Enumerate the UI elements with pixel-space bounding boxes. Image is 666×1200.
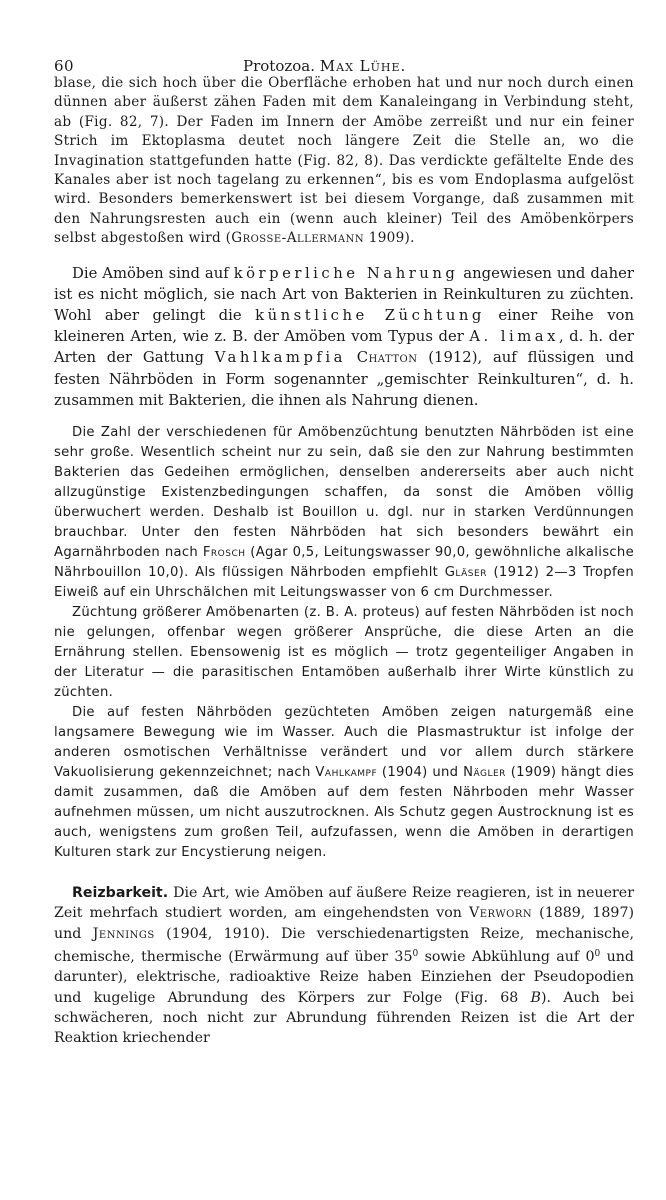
paragraph-text: und darunter), elektrische, radioaktive Reize haben Einziehen der Pseudopodien und kugelige Abrundung des Körpers zur Folge (Fig. 68 [54,948,634,1006]
page-number: 60 [54,57,75,75]
paragraph-text: , d. h. der Arten der Gattung [54,328,634,367]
author-citation: Frosch [202,545,246,561]
figure-reference: B [530,989,541,1006]
emphasis-text: körperliche Nahrung [233,264,459,282]
paragraph-irritability [54,883,634,1048]
author-citation: Gläser [444,565,487,581]
author-citation: Nägler [463,765,506,781]
paragraph-text: (1904, 1910). Die verschiedenartigsten Reize, mechanische, chemische, thermische (Erwärmung auf über 35 [54,925,634,965]
paragraph-text: einer Reihe von kleineren Arten, wie z. B. der Amöben vom Typus der [54,307,634,346]
paragraph-culture-media [54,423,634,603]
genus-name: Vahlkampfia [214,349,346,367]
running-head [54,0,634,74]
degree-mark: 0 [412,948,419,959]
paragraph-text: Die auf festen Nährböden gezüchteten Amöben zeigen naturgemäß eine langsamere Bewegung wie im Wasser. Auch die Plasmastruktur ist infolge der anderen osmotischen Verhältnisse verändert und vor allem durch stärkere Vakuolisierung gekennzeichnet; nach [54,705,634,781]
paragraph-large-amoebae [54,603,634,703]
paragraph-text: angewiesen und daher ist es nicht möglich, sie nach Art von Bakterien in Reinkulturen zu züchten. Wohl aber gelingt die [54,264,634,325]
author-citation: Verworn [469,905,533,922]
paragraph-invagination [54,74,634,249]
author-citation: Grosse-Allermann [231,230,365,247]
paragraph-text: Die Zahl der verschiedenen für Amöbenzüchtung benutzten Nährböden ist eine sehr große. Wesentlich scheint nur zu sein, daß sie den zur Nahrung bestimmten Bakterien das Gedeihen ermöglichen, denselben andererseits aber auch nicht allzugünstige Existenzbedingungen schaffen, da sonst die Amöben völlig überwuchert werden. Deshalb ist Bouillon u. dgl. nur in starken Verdünnungen brauchbar. Unter den festen Nährböden hat sich besonders bewährt ein Agarnährboden nach [54,425,634,561]
paragraph-text: (Agar 0,5, Leitungswasser 90,0, gewöhnliche alkalische Nährbouillon 10,0). Als flüssigen Nährboden empfiehlt [54,545,634,581]
paragraph-text: ). Auch bei schwächeren, noch nicht zur Abrundung führenden Reizen ist die Art der Reaktion kriechender [54,989,634,1047]
author-citation: Chatton [356,349,418,367]
paragraph-text: Die Art, wie Amöben auf äußere Reize reagieren, ist in neuerer Zeit mehrfach studiert worden, am eingehendsten von [54,885,634,922]
paragraph-text: (1889, 1897) und [54,905,635,942]
paragraph-nutrition [54,263,634,411]
paragraph-text: (1912) 2—3 Tropfen Eiweiß auf ein Uhrschälchen mit Leitungswasser von 6 cm Durchmesser. [54,565,634,601]
paragraph-cultured-movement [54,703,634,863]
running-title [243,57,406,75]
paragraph-text: 1909). [364,230,415,247]
running-title-prefix: Protozoa. [243,57,315,75]
running-title-author: Max Lühe. [319,57,407,75]
paragraph-text: Züchtung größerer Amöbenarten (z. B. A. proteus) auf festen Nährböden ist noch nie gelungen, offenbar wegen größerer Ansprüche, die diese Arten an die Ernährung stellen. Ebensowenig ist es möglich — trotz gegenteiliger Angaben in der Literatur — die parasitischen Entamöben außerhalb ihrer Wirte künstlich zu züchten. [54,605,634,701]
species-name: A. limax [469,328,559,346]
paragraph-text: blase, die sich hoch über die Oberfläche erhoben hat und nur noch durch einen dünnen aber äußerst zähen Faden mit dem Kanaleingang in Verbindung steht, ab (Fig. 82, 7). Der Faden im Innern der Amöbe zerreißt und nur ein feiner Strich im Ektoplasma deutet noch längere Zeit die Stelle an, wo die Invagination stattgefunden hatte (Fig. 82, 8). Das verdickte gefältelte Ende des Kanales aber ist noch tagelang zu erkennen“, bis es vom Endoplasma aufgelöst wird. Besonders bemerkenswert ist bei diesem Vorgange, daß zusammen mit den Nahrungsresten auch ein (wenn auch kleiner) Teil des Amöbenkörpers selbst abgestoßen wird ( [54,75,634,247]
paragraph-text: Die Amöben sind auf [72,264,234,282]
degree-mark: 0 [594,948,601,959]
emphasis-text: künstliche Züchtung [255,307,485,325]
author-citation: Jennings [92,925,155,942]
paragraph-text: (1904) und [377,765,464,781]
book-page [54,0,634,1048]
author-citation: Vahlkampf [315,765,378,781]
paragraph-text: (1909) hängt dies damit zusammen, daß die Amöben auf dem festen Nährboden mehr Wasser aufnehmen müssen, um nicht auszutrocknen. Als Schutz gegen Austrocknung ist es auch, wenigstens zum großen Teil, aufzufassen, wenn die Amöben in derartigen Kulturen stark zur Encystierung neigen. [54,765,634,861]
section-heading: Reizbarkeit. [72,885,169,902]
paragraph-text: sowie Abkühlung auf 0 [418,948,595,965]
paragraph-text: (1912), auf flüssigen und festen Nährböden in Form sogenannter „gemischter Reinkulturen“, d. h. zusammen mit Bakterien, die ihnen als Nahrung dienen. [54,349,634,409]
